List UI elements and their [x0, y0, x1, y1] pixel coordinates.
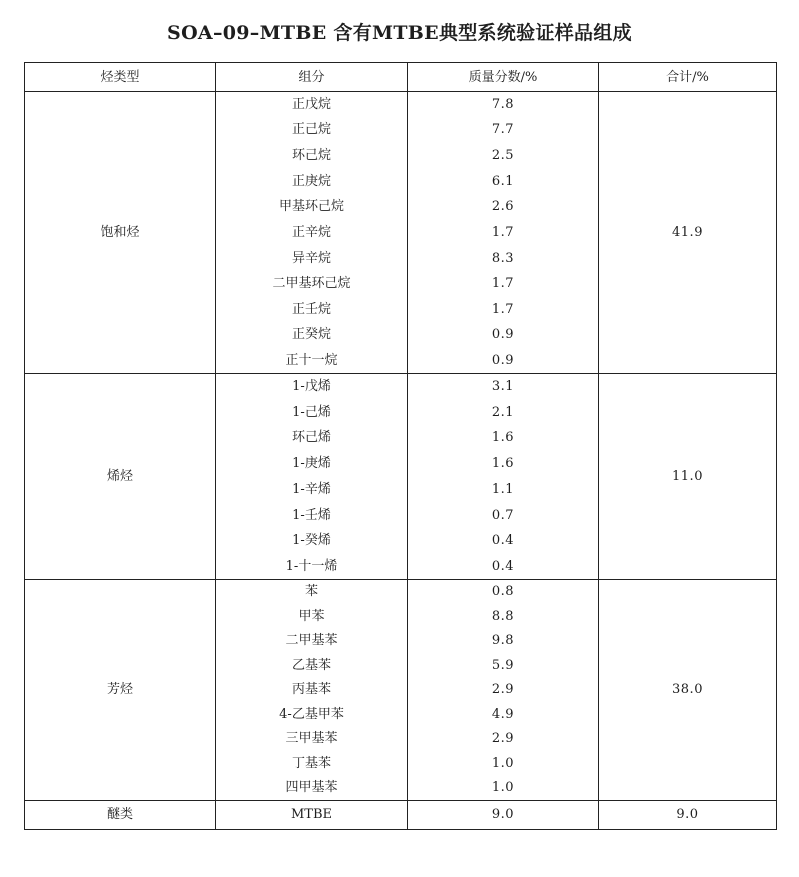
table-row: [25, 579, 777, 604]
mass-fraction-cell: 6.1: [408, 168, 599, 194]
component-cell: MTBE: [216, 800, 408, 829]
mass-fraction-cell: 1.0: [408, 751, 599, 776]
mass-fraction-cell: 1.6: [408, 451, 599, 477]
group-total-cell: 41.9: [599, 92, 777, 374]
hydrocarbon-type-cell: 醚类: [25, 800, 216, 829]
mass-fraction-cell: 1.6: [408, 425, 599, 451]
hydrocarbon-type-cell: 饱和烃: [25, 92, 216, 374]
component-cell: 正十一烷: [216, 348, 408, 374]
component-cell: 四甲基苯: [216, 776, 408, 801]
mass-fraction-cell: 0.4: [408, 554, 599, 580]
mass-fraction-cell: 8.3: [408, 245, 599, 271]
mass-fraction-cell: 1.7: [408, 297, 599, 323]
component-cell: 4-乙基甲苯: [216, 702, 408, 727]
component-cell: 二甲基苯: [216, 628, 408, 653]
mass-fraction-cell: 1.1: [408, 476, 599, 502]
mass-fraction-cell: 5.9: [408, 653, 599, 678]
table-body: [25, 92, 777, 830]
component-cell: 乙基苯: [216, 653, 408, 678]
component-cell: 甲苯: [216, 604, 408, 629]
component-cell: 环己烷: [216, 143, 408, 169]
mass-fraction-cell: 2.6: [408, 194, 599, 220]
mass-fraction-cell: 1.0: [408, 776, 599, 801]
composition-table: [24, 62, 777, 830]
mass-fraction-cell: 2.9: [408, 678, 599, 703]
mass-fraction-cell: 8.8: [408, 604, 599, 629]
mass-fraction-cell: 9.8: [408, 628, 599, 653]
table-header: [25, 63, 777, 92]
component-cell: 1-壬烯: [216, 502, 408, 528]
header-row: [25, 63, 777, 92]
component-cell: 1-庚烯: [216, 451, 408, 477]
component-cell: 正辛烷: [216, 220, 408, 246]
group-total-cell: 9.0: [599, 800, 777, 829]
component-cell: 甲基环己烷: [216, 194, 408, 220]
group-total-cell: 11.0: [599, 373, 777, 579]
hydrocarbon-type-cell: 芳烃: [25, 579, 216, 800]
table-row: [25, 800, 777, 829]
table-row: [25, 373, 777, 399]
mass-fraction-cell: 2.5: [408, 143, 599, 169]
mass-fraction-cell: 9.0: [408, 800, 599, 829]
mass-fraction-cell: 0.7: [408, 502, 599, 528]
mass-fraction-cell: 2.1: [408, 399, 599, 425]
component-cell: 1-戊烯: [216, 373, 408, 399]
component-cell: 正己烷: [216, 117, 408, 143]
table-row: [25, 92, 777, 118]
component-cell: 1-十一烯: [216, 554, 408, 580]
mass-fraction-cell: 4.9: [408, 702, 599, 727]
mass-fraction-cell: 3.1: [408, 373, 599, 399]
hydrocarbon-type-cell: 烯烃: [25, 373, 216, 579]
component-cell: 三甲基苯: [216, 727, 408, 752]
header-mass-fraction: 质量分数/%: [408, 63, 599, 92]
header-component: 组分: [216, 63, 408, 92]
component-cell: 苯: [216, 579, 408, 604]
table-title: SOA–09–MTBE 含有MTBE典型系统验证样品组成: [167, 22, 632, 44]
mass-fraction-cell: 0.9: [408, 348, 599, 374]
component-cell: 正戊烷: [216, 92, 408, 118]
mass-fraction-cell: 0.8: [408, 579, 599, 604]
component-cell: 1-癸烯: [216, 528, 408, 554]
mass-fraction-cell: 0.4: [408, 528, 599, 554]
mass-fraction-cell: 2.9: [408, 727, 599, 752]
mass-fraction-cell: 7.8: [408, 92, 599, 118]
mass-fraction-cell: 1.7: [408, 271, 599, 297]
component-cell: 丙基苯: [216, 678, 408, 703]
header-total: 合计/%: [599, 63, 777, 92]
component-cell: 二甲基环己烷: [216, 271, 408, 297]
header-hydrocarbon-type: 烃类型: [25, 63, 216, 92]
component-cell: 1-辛烯: [216, 476, 408, 502]
component-cell: 丁基苯: [216, 751, 408, 776]
mass-fraction-cell: 7.7: [408, 117, 599, 143]
component-cell: 1-己烯: [216, 399, 408, 425]
mass-fraction-cell: 0.9: [408, 322, 599, 348]
component-cell: 正壬烷: [216, 297, 408, 323]
group-total-cell: 38.0: [599, 579, 777, 800]
mass-fraction-cell: 1.7: [408, 220, 599, 246]
component-cell: 正癸烷: [216, 322, 408, 348]
component-cell: 异辛烷: [216, 245, 408, 271]
component-cell: 环己烯: [216, 425, 408, 451]
component-cell: 正庚烷: [216, 168, 408, 194]
